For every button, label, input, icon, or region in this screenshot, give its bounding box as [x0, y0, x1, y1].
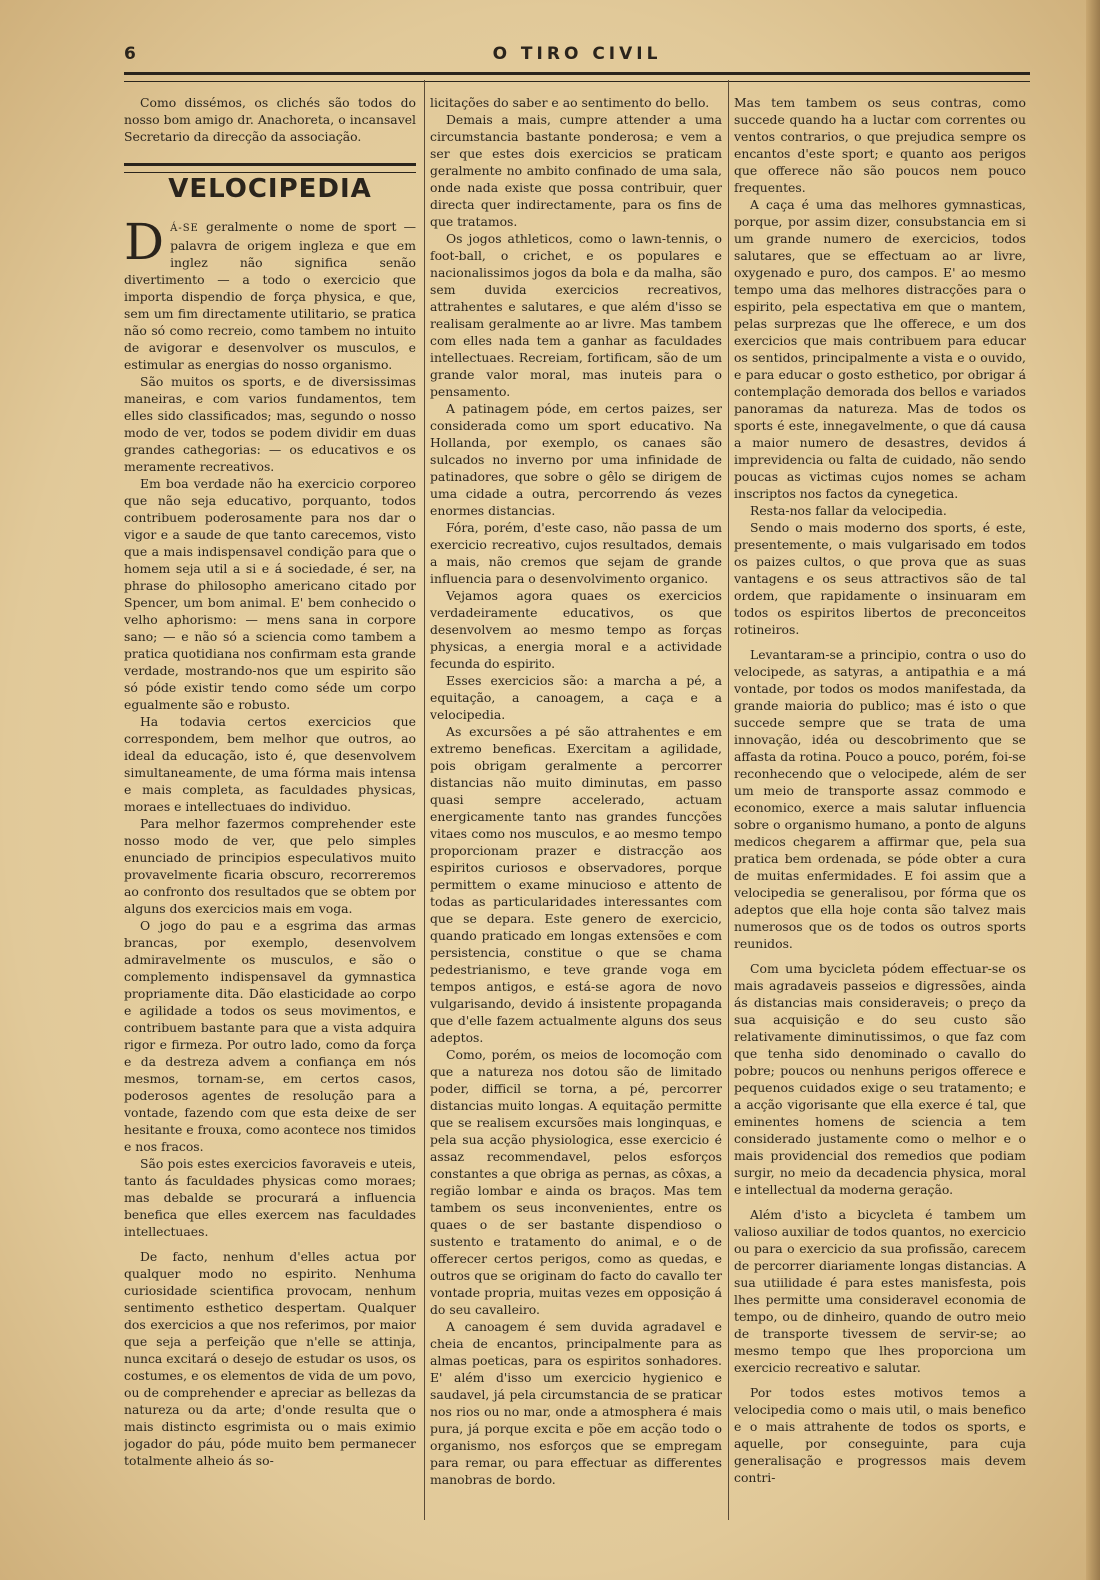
paragraph: Esses exercicios são: a marcha a pé, a equitação, a canoagem, a caça e a velocipedia. — [430, 673, 722, 722]
paragraph: Com uma bycicleta pódem effectuar-se os mais agradaveis passeios e digressões, ainda ás distancias mais consideraveis; o preço da sua acquisição e do seu custo são relativamente diminutissimos, o que faz com que tenha sido denominado o cavallo do pobre; poucos ou nenhuns perigos offerece e pequenos cuidados exige o seu tratamento; e a acção vigorisante que ella exerce é tal, que eminentes homens de sciencia a tem considerado justamente como o melhor e o mais providencial dos remedios que podiam surgir, no meio da decadencia physica, moral e intellectual da moderna geração. — [734, 961, 1026, 1197]
paragraph: Para melhor fazermos comprehender este nosso modo de ver, que pelo simples enunciado de principios especulativos muito provavelmente ficaria obscuro, recorreremos ao confronto dos resultados que se obtem por alguns dos exercicios mais em voga. — [124, 816, 416, 916]
page-number: 6 — [124, 44, 136, 64]
paragraph: Vejamos agora quaes os exercicios verdadeiramente educativos, os que desenvolvem ao mesmo tempo as forças physicas, a energia moral e a actividade fecunda do espirito. — [430, 588, 722, 671]
paragraph: Em boa verdade não ha exercicio corporeo que não seja educativo, porquanto, todos contribuem poderosamente para nos dar o vigor e a saude de que tanto carecemos, visto que a mais indispensavel condição para que o homem seja util a si e á sociedade, é ser, na phrase do philosopho americano citado por Spencer, um bom animal. E' bem conhecido o velho aphorismo: — mens sana in corpore sano; — e não só a sciencia como tambem a pratica quotidiana nos confirmam esta grande verdade, mostrando-nos que um espirito são só póde existir tendo como séde um corpo egualmente são e robusto. — [124, 476, 416, 712]
drop-cap: D — [124, 213, 165, 271]
paragraph: Mas tem tambem os seus contras, como succede quando ha a luctar com correntes ou ventos contrarios, o que prejudica sempre os encantos d'este sport; e quanto aos perigos que offerece não são poucos nem pouco frequentes. — [734, 95, 1026, 195]
paragraph: São pois estes exercicios favoraveis e uteis, tanto ás faculdades physicas como moraes; mas debalde se procurará a influencia benefica que elles exercem nas faculdades intellectuaes. — [124, 1156, 416, 1239]
paragraph: A patinagem póde, em certos paizes, ser considerada como um sport educativo. Na Hollanda, por exemplo, os canaes são sulcados no inverno por uma infinidade de patinadores, que sobre o gêlo se dirigem de uma cidade a outra, percorrendo ás vezes enormes distancias. — [430, 401, 722, 518]
header-rule — [124, 72, 1030, 82]
paragraph: A canoagem é sem duvida agradavel e cheia de encantos, principalmente para as almas poeticas, para os espiritos sonhadores. E' além d'isso um exercicio hygienico e saudavel, já pela circumstancia de se praticar nos rios ou no mar, onde a atmosphera é mais pura, já porque excita e põe em acção todo o organismo, nos esforços que se empregam para remar, ou para effectuar as differentes manobras de bordo. — [430, 1319, 722, 1487]
intro-paragraph: Como dissémos, os clichés são todos do nosso bom amigo dr. Anachoreta, o incansavel Secretario da direcção da associação. — [124, 95, 416, 144]
paragraph: licitações do saber e ao sentimento do bello. — [430, 95, 710, 110]
paragraph: Resta-nos fallar da velocipedia. — [750, 503, 947, 518]
lead-paragraph — [124, 213, 416, 373]
column-separator — [728, 80, 729, 1520]
paragraph: Por todos estes motivos temos a velocipedia como o mais util, o mais benefico e o mais attrahente de todos os sports, e aquelle, por conseguinte, para cuja generalisação e progressos mais devem contri- — [734, 1385, 1026, 1485]
lead-text: geralmente o nome de sport — palavra de origem ingleza e que em inglez não significa senão divertimento — a todo o exercicio que importa dispendio de força physica, e que, sem um fim directamente utilitario, se pratica não só como recreio, como tambem no intuito de avigorar e desenvolver os musculos, e estimular as energias do nosso organismo. — [124, 219, 416, 372]
paragraph: A caça é uma das melhores gymnasticas, porque, por assim dizer, consubstancia em si um grande numero de exercicios, todos salutares, que se effectuam ao ar livre, oxygenado e puro, dos campos. E' ao mesmo tempo uma das melhores distracções para o espirito, pela espectativa em que o mantem, pelas surprezas que lhe offerece, e um dos exercicios que mais contribuem para educar os sentidos, principalmente a vista e o ouvido, e para educar o gosto esthetico, por obrigar á contemplação demorada dos bellos e variados panoramas da natureza. Mas de todos os sports é este, innegavelmente, o que dá causa a maior numero de desastres, devidos á imprevidencia ou falta de cuidado, não sendo poucas as victimas cujos nomes se acham inscriptos nos factos da cynegetica. — [734, 197, 1026, 501]
paragraph: De facto, nenhum d'elles actua por qualquer modo no espirito. Nenhuma curiosidade scientifica provocam, nenhum sentimento esthetico despertam. Qualquer dos exercicios a que nos referimos, por maior que seja a perfeição que n'elle se attinja, nunca excitará o desejo de estudar os usos, os costumes, e os elementos de vida de um povo, ou de comprehender e apreciar as bellezas da natureza ou da arte; d'onde resulta que o mais distincto esgrimista ou o mais eximio jogador do páu, póde muito bem permanecer totalmente alheio ás so- — [124, 1249, 416, 1468]
page-header — [124, 44, 1030, 68]
column-2 — [430, 94, 722, 1534]
section-title: VELOCIPEDIA — [168, 174, 372, 204]
paragraph: Como, porém, os meios de locomoção com que a natureza nos dotou são de limitado poder, difficil se torna, a pé, percorrer distancias muito longas. A equitação permitte que se realisem excursões mais longinquas, e pela sua acção physiologica, esse exercicio é assaz recommendavel, pelos esforços constantes a que obriga as pernas, as côxas, a região lombar e ainda os braços. Mas tem tambem os seus inconvenientes, entre os quaes o de ser bastante dispendioso o sustento e tratamento do animal, e o de offerecer certos perigos, como as quedas, e outros que se originam do facto do cavallo ter vontade propria, muitas vezes em opposição á do seu cavalleiro. — [430, 1047, 722, 1317]
paragraph: São muitos os sports, e de diversissimas maneiras, e com varios fundamentos, tem elles sido classificados; mas, segundo o nosso modo de ver, todos se podem dividir em duas grandes cathegorias: — os educativos e os meramente recreativos. — [124, 374, 416, 474]
paragraph: Além d'isto a bicycleta é tambem um valioso auxiliar de todos quantos, no exercicio ou para o exercicio da sua profissão, carecem de percorrer diariamente longas distancias. A sua utiilidade é para estes manisfesta, pois lhes permitte uma consideravel economia de tempo, ou de dinheiro, quando de outro meio de transporte tivessem de servir-se; ao mesmo tempo que lhes proporciona um exercicio recreativo e salutar. — [734, 1207, 1026, 1375]
paragraph: Fóra, porém, d'este caso, não passa de um exercicio recreativo, cujos resultados, demais a mais, não cremos que sejam de grande influencia para o desenvolvimento organico. — [430, 520, 722, 586]
paragraph: Sendo o mais moderno dos sports, é este, presentemente, o mais vulgarisado em todos os paizes cultos, o que prova que as suas vantagens e os seus attractivos são de tal ordem, que rapidamente o insinuaram em todos os espiritos libertos de preconceitos rotineiros. — [734, 520, 1026, 637]
column-1 — [124, 94, 416, 1534]
running-title: O TIRO CIVIL — [492, 44, 662, 64]
paragraph: Demais a mais, cumpre attender a uma circumstancia bastante ponderosa; e vem a ser que estes dois exercicios se praticam geralmente no ambito confinado de uma sala, onde nada existe que possa contribuir, quer directa quer indirectamente, para os fins de que tratamos. — [430, 112, 722, 229]
column-separator — [424, 80, 425, 1520]
paragraph: Os jogos athleticos, como o lawn-tennis, o foot-ball, o crichet, e os populares e nacionalissimos jogos da bola e da malha, são sem duvida exercicios recreativos, attrahentes e salutares, e que além d'isso se realisam geralmente ao ar livre. Mas tambem com elles nada tem a ganhar as faculdades intellectuaes. Recreiam, fortificam, são de um grande valor moral, mas inuteis para o pensamento. — [430, 231, 722, 399]
column-3 — [734, 94, 1026, 1534]
paragraph: Ha todavia certos exercicios que correspondem, bem melhor que outros, ao ideal da educação, isto é, que desenvolvem simultaneamente, de uma fórma mais intensa e mais completa, as faculdades physicas, moraes e intellectuaes do individuo. — [124, 714, 416, 814]
page-edge — [1086, 0, 1100, 1580]
paragraph: As excursões a pé são attrahentes e em extremo beneficas. Exercitam a agilidade, pois obrigam geralmente a percorrer distancias não muito diminutas, em passo quasi sempre accelerado, actuam energicamente tanto nas grandes funcções vitaes como nos musculos, e ao mesmo tempo proporcionam prazer e distracção aos espiritos curiosos e observadores, porque permittem o exame minucioso e attento de todas as particularidades interessantes com que se depara. Este genero de exercicio, quando praticado em longas extensões e com persistencia, constitue o que se chama pedestrianismo, e teve grande voga em tempos antigos, e está-se agora de novo vulgarisando, devido á insistente propaganda que d'elle fazem actualmente alguns dos seus adeptos. — [430, 724, 722, 1045]
paragraph: O jogo do pau e a esgrima das armas brancas, por exemplo, desenvolvem admiravelmente os musculos, e são o complemento indispensavel da gymnastica propriamente dita. Dão elasticidade ao corpo e agilidade a todos os seus movimentos, e contribuem bastante para que a vista adquira rigor e firmeza. Por outro lado, como da força e da destreza advem a confiança em nós mesmos, tornam-se, em certos casos, poderosos agentes de resolução para a vontade, fazendo com que esta deixe de ser hesitante e frouxa, como acontece nos timidos e nos fracos. — [124, 918, 416, 1154]
paragraph: Levantaram-se a principio, contra o uso do velocipede, as satyras, a antipathia e a má vontade, por todos os modos manifestada, da grande maioria do publico; mas é isto o que succede sempre que se trata de uma innovação, idéa ou descobrimento que se affasta da rotina. Pouco a pouco, porém, foi-se reconhecendo que o velocipede, além de ser um meio de transporte assaz commodo e economico, exerce a mais salutar influencia sobre o organismo humano, a ponto de alguns medicos chegarem a affirmar que, pela sua pratica bem ordenada, se póde obter a cura de muitas enfermidades. E foi assim que a velocipedia se generalisou, por fórma que os adeptos que ella hoje conta são talvez mais numerosos que os de todos os outros sports reunidos. — [734, 647, 1026, 951]
lead-smallcaps: Á-SE — [170, 223, 199, 234]
section-rule — [124, 163, 416, 173]
